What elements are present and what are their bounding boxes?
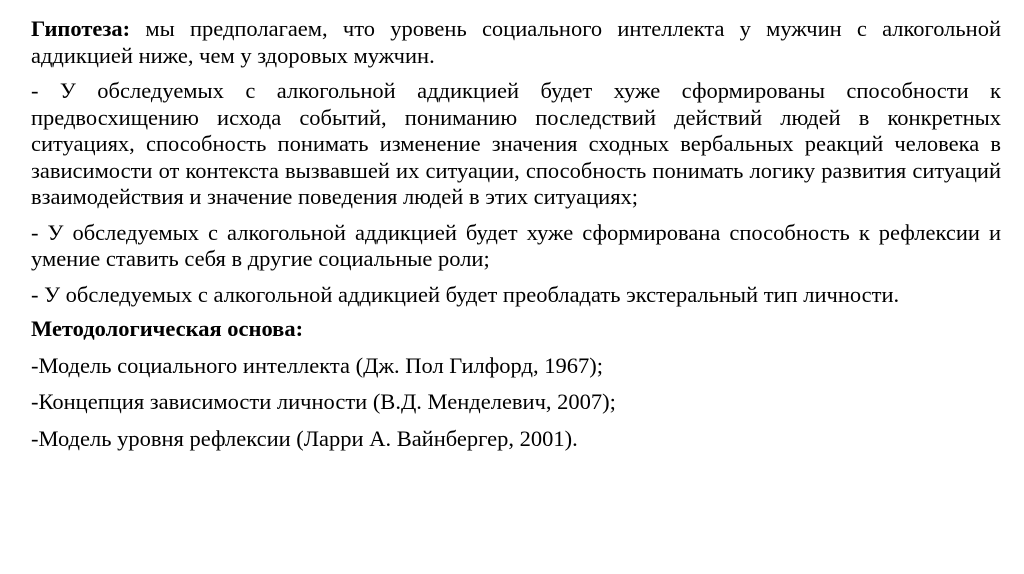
hypothesis-point-1: - У обследуемых с алкогольной аддикцией будет хуже сформированы способности к предвосхищению исхода событий, пониманию последствий действий людей в конкретных ситуациях, способность понимать изменение значения сходных вербальных реакций человека в зависимости от контекста вызвавшей их ситуации, способность понимать логику развития ситуаций взаимодействия и значение поведения людей в этих ситуациях; — [31, 78, 1001, 209]
slide-content — [31, 16, 1001, 452]
methodology-item-2: -Концепция зависимости личности (В.Д. Менделевич, 2007); — [31, 389, 616, 414]
methodology-heading: Методологическая основа: — [31, 316, 304, 341]
hypothesis-paragraph — [31, 16, 1001, 69]
methodology-item-3: -Модель уровня рефлексии (Ларри А. Вайнбергер, 2001). — [31, 425, 578, 451]
hypothesis-text: мы предполагаем, что уровень социального интеллекта у мужчин с алкогольной аддикцией ниже, чем у здоровых мужчин. — [31, 16, 1001, 68]
hypothesis-point-2: - У обследуемых с алкогольной аддикцией будет хуже сформирована способность к рефлексии и умение ставить себя в другие социальные роли; — [31, 219, 1001, 271]
methodology-item-1: -Модель социального интеллекта (Дж. Пол Гилфорд, 1967); — [31, 352, 603, 378]
hypothesis-point-3: - У обследуемых с алкогольной аддикцией будет преобладать экстеральный тип личности. — [31, 281, 900, 307]
hypothesis-label: Гипотеза: — [31, 16, 131, 41]
